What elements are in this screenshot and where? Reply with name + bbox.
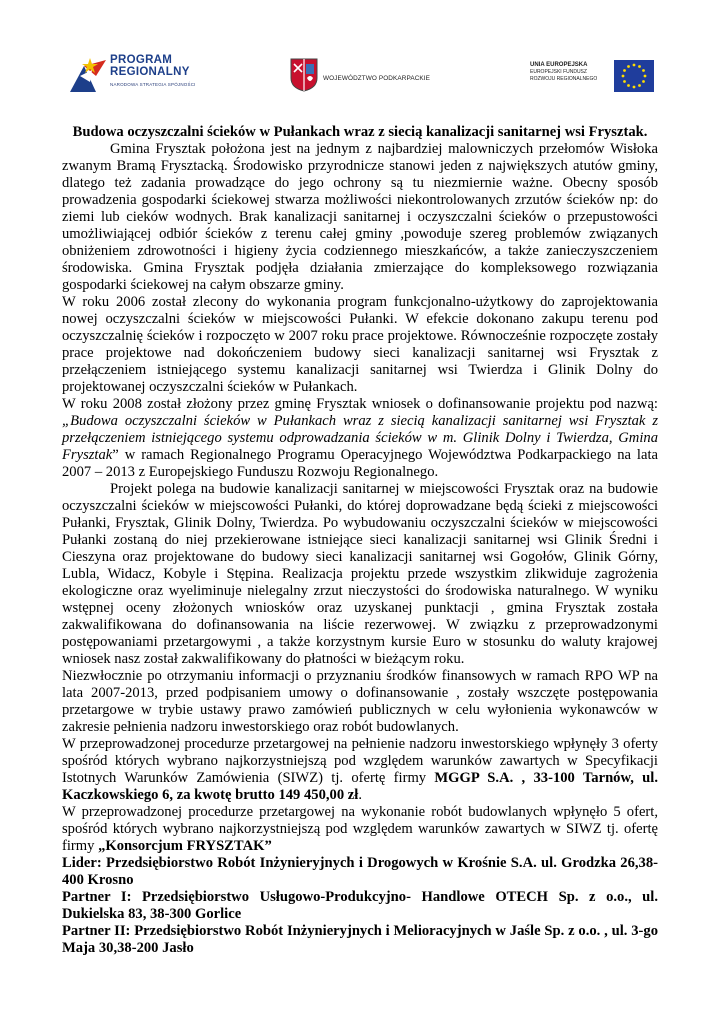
paragraph-2008-intro: W roku 2008 został złożony przez gminę Frysztak wniosek o dofinansowanie projektu pod nazwą:	[62, 396, 658, 412]
header-logos	[68, 48, 658, 108]
construction-text: W przeprowadzonej procedurze przetargowej na wykonanie robót budowlanych wpłynęło 5 ofert, spośród których wybrano najkorzystniejszą pod względem warunków zawartych w SIWZ tj. ofertę firmy	[62, 804, 658, 854]
paragraph-project-scope: Projekt polega na budowie kanalizacji sanitarnej w miejscowości Frysztak oraz na budowie oczyszczalni ścieków w miejscowości Pułanki, do której doprowadzane będą ścieki z miejscowości Pułanki, Frysztak, Glinik Dolny, Twierdza. Po wybudowaniu oczyszczalni ścieków w miejscowości Pułanki zostaną do niej przekierowane istniejące sieci kanalizacji sanitarnej wsi Glinik Średni i Cieszyna oraz projektowane do budowy sieci kanalizacji sanitarnej wsi Gogołów, Glinik Górny, Lubla, Widacz, Kobyle i Stępina. Realizacja projektu przede wszystkim zlikwiduje zagrożenia ekologiczne oraz wyeliminuje nielegalny zrzut nieczystości do środowiska naturalnego. W wyniku wstępnej oceny złożonych wniosków oraz uzyskanej punktacji , gmina Frysztak została zakwalifikowana do dofinansowania na liście rezerwowej. W związku z przeprowadzonymi postępowaniami przetargowymi , a także korzystnym kursie Euro w stosunku do waluty krajowej wniosek nasz został zakwalifikowany do płatności w bieżącym roku.	[62, 481, 658, 667]
paragraph-construction-tender	[62, 804, 658, 855]
eu-logo	[530, 60, 660, 96]
paragraph-2008-rest: ” w ramach Regionalnego Programu Operacyjnego Województwa Podkarpackiego na lata 2007 – 2013 z Europejskiego Funduszu Rozwoju Regionalnego.	[62, 447, 658, 480]
program-star-icon	[70, 56, 106, 92]
supervision-end: .	[358, 787, 362, 803]
coat-of-arms-icon	[290, 58, 318, 92]
paragraph-2008	[62, 396, 658, 481]
paragraph-intro: Gmina Frysztak położona jest na jednym z najbardziej malowniczych przełomów Wisłoka zwanym Bramą Frysztacką. Środowisko przyrodnicze stanowi jeden z największych atutów gminy, dlatego też zadania prowadzące do jego ochrony są tu niezmiernie ważne. Obecny sposób prowadzenia gospodarki ściekowej stwarza możliwości niekontrolowanych zrzutów ścieków np: do ziemi lub cieków wodnych. Brak kanalizacji sanitarnej i oczyszczalni ścieków o przepustowości umożliwiającej odbiór ścieków z terenu całej gminy ,powoduje szereg problemów związanych obniżeniem zdrowotności i higieny życia codziennego mieszkańców, a także zanieczyszczeniem środowiska. Gmina Frysztak podjęła działania zmierzające do kompleksowego rozwiązania gospodarki ściekowej na całym obszarze gminy.	[62, 141, 658, 293]
consortium-partner-2: Partner II: Przedsiębiorstwo Robót Inżynieryjnych i Melioracyjnych w Jaśle Sp. z o.o. , ul. 3-go Maja 30,38-200 Jasło	[62, 923, 658, 956]
document-title: Budowa oczyszczalni ścieków w Pułankach wraz z siecią kanalizacji sanitarnej wsi Frysztak.	[72, 124, 648, 140]
eu-logo-line2: EUROPEJSKI FUNDUSZ	[530, 69, 587, 75]
program-logo-line1: PROGRAM	[110, 54, 173, 66]
program-logo-line2: REGIONALNY	[110, 66, 190, 78]
paragraph-tender-start: Niezwłocznie po otrzymaniu informacji o przyznaniu środków finansowych w ramach RPO WP na lata 2007-2013, przed podpisaniem umowy o dofinansowanie , zostały wszczęte postępowania przetargowe w trybie ustawy prawo zamówień publicznych w celu wyłonienia wykonawców w zakresie pełnienia nadzoru inwestorskiego oraz robót budowlanych.	[62, 668, 658, 735]
program-logo-subtitle: NARODOWA STRATEGIA SPÓJNOŚCI	[110, 82, 196, 87]
consortium-name: „Konsorcjum FRYSZTAK”	[98, 838, 272, 854]
eu-flag-icon	[614, 60, 654, 92]
consortium-partner-1: Partner I: Przedsiębiorstwo Usługowo-Produkcyjno- Handlowe OTECH Sp. z o.o., ul. Dukielska 83, 38-300 Gorlice	[62, 889, 658, 922]
paragraph-supervision-tender	[62, 736, 658, 804]
program-regionalny-logo	[68, 48, 218, 104]
project-name-quote: „Budowa oczyszczalni ścieków w Pułankach wraz z siecią kanalizacji sanitarnej wsi Frysztak z przełączeniem istniejącego systemu odprowadzania ścieków w m. Glinik Dolny i Twierdza, Gmina Frysztak	[62, 413, 658, 463]
eu-logo-line3: ROZWOJU REGIONALNEGO	[530, 76, 598, 82]
voivodeship-label: WOJEWÓDZTWO PODKARPACKIE	[323, 75, 431, 82]
document-body	[62, 124, 658, 957]
supervision-winner: MGGP S.A. , 33-100 Tarnów, ul. Kaczkowskiego 6, za kwotę brutto 149 450,00 zł	[62, 770, 658, 803]
paragraph-2006: W roku 2006 został zlecony do wykonania program funkcjonalno-użytkowy do zaprojektowania nowej oczyszczalni ścieków w miejscowości Pułanki. W efekcie dokonano zakupu terenu pod oczyszczalnię ścieków i rozpoczęto w 2007 roku prace projektowe. Równocześnie rozpoczęte zostały prace projektowe nad dokończeniem budowy sieci kanalizacji sanitarnej wsi Frysztak z przełączeniem istniejącego systemu kanalizacji sanitarnej wsi Twierdza i Glinik Dolny do projektowanej oczyszczalni ścieków w Pułankach.	[62, 294, 658, 395]
supervision-text: W przeprowadzonej procedurze przetargowej na pełnienie nadzoru inwestorskiego wpłynęły 3 oferty spośród których wybrano najkorzystniejszą pod względem warunków zawartych w Specyfikacji Istotnych Warunków Zamówienia (SIWZ) tj. ofertę firmy	[62, 736, 658, 786]
voivodeship-logo	[290, 54, 460, 104]
consortium-leader: Lider: Przedsiębiorstwo Robót Inżynieryjnych i Drogowych w Krośnie S.A. ul. Grodzka 26,38-400 Krosno	[62, 855, 658, 888]
eu-logo-line1: UNIA EUROPEJSKA	[530, 62, 588, 68]
